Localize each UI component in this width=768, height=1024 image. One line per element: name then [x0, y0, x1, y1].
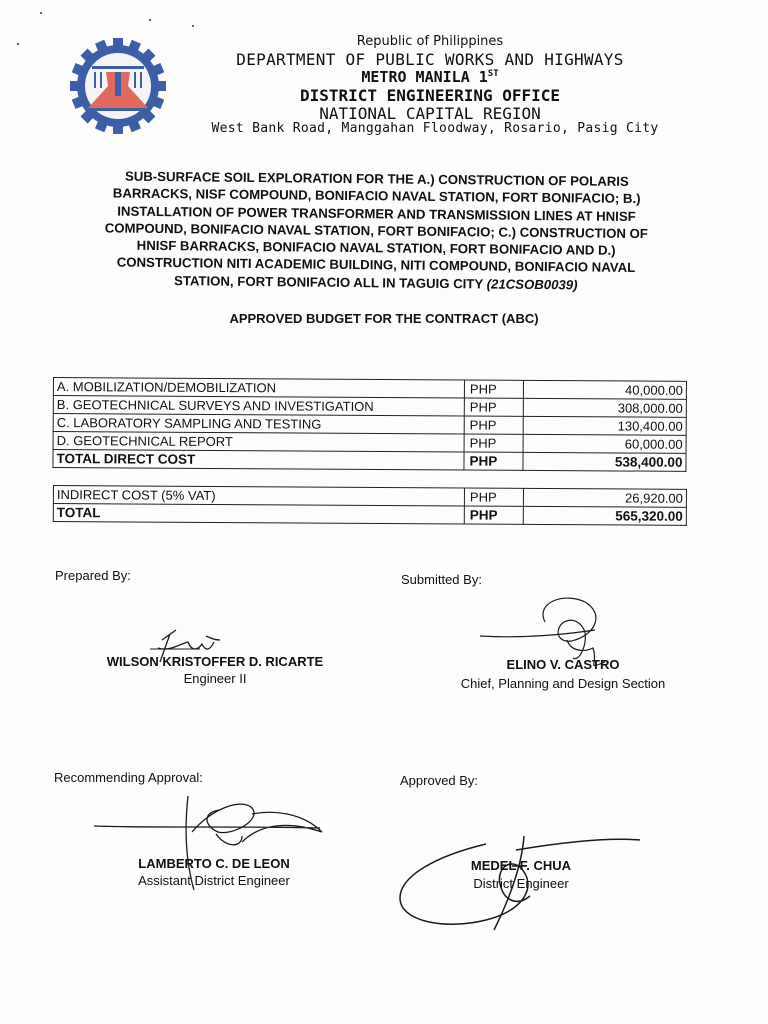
cost-item: D. GEOTECHNICAL REPORT — [53, 432, 464, 453]
direct-cost-table — [52, 377, 687, 472]
submitted-by-label: Submitted By: — [401, 572, 482, 587]
project-title-line: BARRACKS, NISF COMPOUND, BONIFACIO NAVAL STATION, FORT BONIFACIO; B.) — [112, 185, 641, 207]
header-address: West Bank Road, Manggahan Floodway, Rosario, Pasig City — [211, 121, 659, 136]
project-code: (21CSOB0039) — [486, 276, 578, 293]
total-label: TOTAL — [53, 504, 464, 525]
prepared-by-name: WILSON KRISTOFFER D. RICARTE — [106, 654, 324, 669]
cost-amount: 130,400.00 — [523, 416, 686, 435]
submitted-by-position: Chief, Planning and Design Section — [460, 676, 666, 691]
prepared-by-label: Prepared By: — [55, 568, 131, 583]
header-metro-manila: METRO MANILA 1ST — [361, 68, 499, 86]
header-department: DEPARTMENT OF PUBLIC WORKS AND HIGHWAYS — [236, 50, 624, 69]
cost-item: C. LABORATORY SAMPLING AND TESTING — [53, 414, 464, 435]
abc-heading: APPROVED BUDGET FOR THE CONTRACT (ABC) — [229, 311, 539, 326]
recommending-approval-label: Recommending Approval: — [54, 770, 203, 785]
cost-item: B. GEOTECHNICAL SURVEYS AND INVESTIGATION — [53, 396, 464, 417]
cost-amount: 308,000.00 — [523, 398, 686, 417]
project-title-line: SUB-SURFACE SOIL EXPLORATION FOR THE A.) CONSTRUCTION OF POLARIS — [124, 168, 629, 189]
total-currency: PHP — [464, 506, 523, 524]
total-row — [53, 504, 686, 526]
project-title-line: INSTALLATION OF POWER TRANSFORMER AND TRANSMISSION LINES AT HNISF — [117, 203, 636, 224]
scan-speck — [17, 43, 19, 45]
project-title-line: HNISF BARRACKS, BONIFACIO NAVAL STATION, FORT BONIFACIO AND D.) — [136, 237, 616, 258]
indirect-cost-currency: PHP — [464, 488, 523, 506]
submitted-by-name: ELINO V. CASTRO — [506, 657, 620, 672]
header-region: NATIONAL CAPITAL REGION — [319, 104, 541, 123]
indirect-cost-label: INDIRECT COST (5% VAT) — [53, 486, 464, 507]
total-amount: 565,320.00 — [523, 506, 686, 525]
total-direct-currency: PHP — [464, 452, 523, 470]
approved-by-name: MEDEL F. CHUA — [470, 858, 572, 873]
total-direct-row — [53, 450, 686, 472]
scan-speck — [192, 25, 194, 27]
cost-currency: PHP — [464, 434, 523, 452]
cost-currency: PHP — [464, 416, 523, 434]
cost-amount: 40,000.00 — [523, 380, 686, 399]
indirect-cost-amount: 26,920.00 — [523, 488, 686, 507]
approved-by-label: Approved By: — [400, 773, 479, 788]
dpwh-logo-icon — [60, 38, 178, 134]
recommending-approval-position: Assistant District Engineer — [138, 873, 290, 888]
prepared-by-position: Engineer II — [183, 671, 247, 686]
project-title-line: STATION, FORT BONIFACIO ALL IN TAGUIG CITY (21CSOB0039) — [173, 272, 578, 293]
approved-by-position: District Engineer — [473, 876, 569, 891]
total-direct-label: TOTAL DIRECT COST — [53, 450, 464, 471]
total-direct-amount: 538,400.00 — [523, 452, 686, 471]
cost-currency: PHP — [464, 398, 523, 416]
project-title-line: CONSTRUCTION NITI ACADEMIC BUILDING, NITI COMPOUND, BONIFACIO NAVAL — [116, 255, 636, 276]
header-republic: Republic of Philippines — [356, 34, 504, 49]
total-cost-table — [53, 485, 687, 526]
cost-currency: PHP — [464, 380, 523, 398]
cost-item: A. MOBILIZATION/DEMOBILIZATION — [53, 378, 464, 399]
header-office: DISTRICT ENGINEERING OFFICE — [299, 86, 561, 105]
project-title — [61, 167, 692, 295]
project-title-line: COMPOUND, BONIFACIO NAVAL STATION, FORT BONIFACIO; C.) CONSTRUCTION OF — [104, 220, 648, 242]
scan-speck — [40, 12, 42, 14]
recommending-approval-name: LAMBERTO C. DE LEON — [138, 856, 290, 871]
cost-amount: 60,000.00 — [523, 434, 686, 453]
scan-speck — [149, 19, 151, 21]
